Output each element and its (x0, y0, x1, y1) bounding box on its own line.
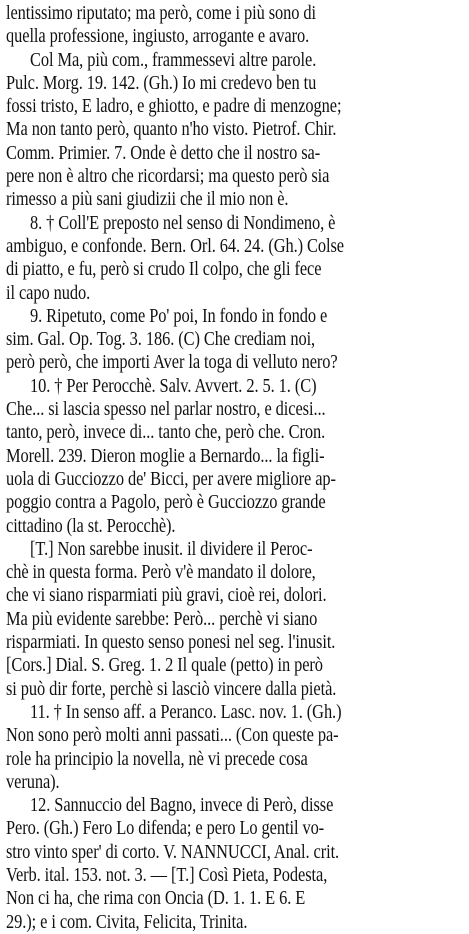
text-line: veruna). (6, 770, 60, 793)
text-line: stro vinto sper' di corto. V. NANNUCCI, Anal. crit. (6, 840, 340, 863)
text-line: Comm. Primier. 7. Onde è detto che il nostro sa- (6, 141, 321, 164)
text-line: 8. † Coll'E preposto nel senso di Nondimeno, è (30, 211, 336, 234)
text-line: Non ci ha, che rima con Oncia (D. 1. 1. E 6. E (6, 887, 306, 910)
text-line: risparmiati. In questo senso ponesi nel seg. l'inusit. (6, 631, 336, 654)
text-line: 11. † In senso aff. a Peranco. Lasc. nov. 1. (Gh.) (30, 700, 342, 723)
text-line: role ha principio la novella, nè vi precede cosa (6, 747, 308, 770)
text-line: Pulc. Morg. 19. 142. (Gh.) Io mi credevo ben tu (6, 71, 317, 94)
text-line: 9. Ripetuto, come Po' poi, In fondo in fondo e (30, 304, 328, 327)
text-line: poggio contra a Pagolo, però è Gucciozzo grande (6, 491, 326, 514)
text-line: rimesso a più sani giudizii che il mio non è. (6, 188, 289, 211)
text-line: si può dir forte, perchè si lasciò vincere dalla pietà. (6, 677, 337, 700)
text-line: Pero. (Gh.) Fero Lo difenda; e pero Lo gentil vo- (6, 817, 325, 840)
text-line: tanto, però, invece di... tanto che, però che. Cron. (6, 421, 326, 444)
text-line: Morell. 239. Dieron moglie a Bernardo... la figli- (6, 444, 325, 467)
text-line: Verb. ital. 153. not. 3. — [T.] Così Pieta, Podesta, (6, 863, 328, 886)
text-line: 12. Sannuccio del Bagno, invece di Però, disse (30, 794, 334, 817)
text-line: sim. Gal. Op. Tog. 3. 186. (C) Che crediam noi, (6, 328, 316, 351)
text-line: Che... si lascia spesso nel parlar nostro, e dicesi... (6, 398, 326, 421)
text-line: cittadino (la st. Perocchè). (6, 514, 176, 537)
text-line: Non sono però molti anni passati... (Con queste pa- (6, 724, 339, 747)
text-line: uola di Gucciozzo de' Bicci, per avere migliore ap- (6, 467, 336, 490)
text-line: chè in questa forma. Però v'è mandato il dolore, (6, 561, 316, 584)
text-line: [Cors.] Dial. S. Greg. 1. 2 Il quale (petto) in però (6, 654, 323, 677)
text-line: il capo nudo. (6, 281, 91, 304)
text-line: pere non è altro che ricordarsi; ma questo però sia (6, 165, 330, 188)
text-line: lentissimo riputato; ma però, come i più sono di (6, 2, 316, 24)
text-line: [T.] Non sarebbe inusit. il dividere il Peroc- (30, 537, 313, 560)
text-line: di piatto, e fu, però si crudo Il colpo, che gli fece (6, 258, 322, 281)
text-line: 10. † Per Perocchè. Salv. Avvert. 2. 5. 1. (C) (30, 374, 317, 397)
text-line: fossi tristo, E ladro, e ghiotto, e padre di menzogne; (6, 95, 342, 118)
text-line: Ma più evidente sarebbe: Però... perchè vi siano (6, 607, 318, 630)
text-line: 29.); e i com. Civita, Felicita, Trinita. (6, 910, 248, 933)
text-line: però però, che importi Aver la toga di velluto nero? (6, 351, 338, 374)
text-line: Col Ma, più com., frammessevi altre parole. (30, 48, 317, 71)
text-line: ambiguo, e confonde. Bern. Orl. 64. 24. (Gh.) Colse (6, 234, 344, 257)
text-line: Ma non tanto però, quanto n'ho visto. Pietrof. Chir. (6, 118, 337, 141)
text-line: quella professione, ingiusto, arrogante e avaro. (6, 25, 310, 48)
text-line: che vi siano risparmiati più gravi, cioè rei, dolori. (6, 584, 327, 607)
